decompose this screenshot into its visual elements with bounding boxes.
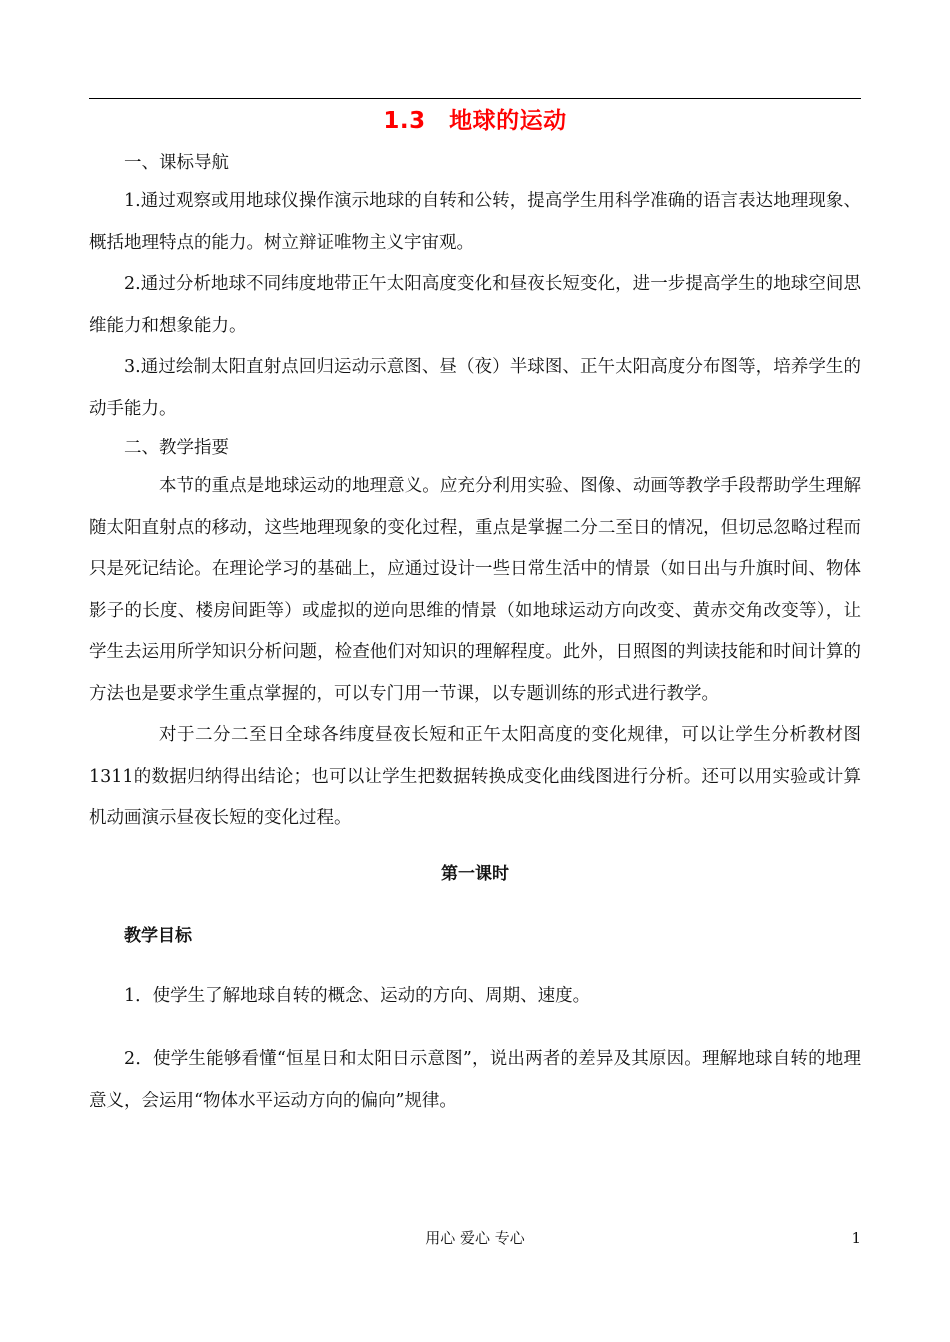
page-title: 1.3 地球的运动 [383, 108, 567, 134]
document-body [89, 145, 861, 1122]
teaching-guide-paragraph-2: 对于二分二至日全球各纬度昼夜长短和正午太阳高度的变化规律，可以让学生分析教材图1311的数据归纳得出结论；也可以让学生把数据转换成变化曲线图进行分析。还可以用实验或计算机动画演示昼夜长短的变化过程。 [89, 725, 861, 828]
objective-item-1: 1．使学生了解地球自转的概念、运动的方向、周期、速度。 [124, 985, 591, 1006]
objective-item-2: 2．使学生能够看懂“恒星日和太阳日示意图”，说出两者的差异及其原因。理解地球自转的地理意义，会运用“物体水平运动方向的偏向”规律。 [89, 1049, 861, 1111]
objectives-heading: 教学目标 [124, 925, 192, 946]
header-rule [89, 98, 861, 99]
curriculum-item-3: 3.通过绘制太阳直射点回归运动示意图、昼（夜）半球图、正午太阳高度分布图等，培养学生的动手能力。 [89, 357, 861, 419]
section-heading-teaching-guide: 二、教学指要 [124, 438, 229, 458]
page-number: 1 [851, 1229, 861, 1247]
curriculum-item-1: 1.通过观察或用地球仪操作演示地球的自转和公转，提高学生用科学准确的语言表达地理现象、概括地理特点的能力。树立辩证唯物主义宇宙观。 [89, 191, 861, 253]
teaching-guide-paragraph-1: 本节的重点是地球运动的地理意义。应充分利用实验、图像、动画等教学手段帮助学生理解随太阳直射点的移动，这些地理现象的变化过程，重点是掌握二分二至日的情况，但切忌忽略过程而只是死记结论。在理论学习的基础上，应通过设计一些日常生活中的情景（如日出与升旗时间、物体影子的长度、楼房间距等）或虚拟的逆向思维的情景（如地球运动方向改变、黄赤交角改变等），让学生去运用所学知识分析问题，检查他们对知识的理解程度。此外，日照图的判读技能和时间计算的方法也是要求学生重点掌握的，可以专门用一节课，以专题训练的形式进行教学。 [89, 476, 861, 704]
curriculum-item-2: 2.通过分析地球不同纬度地带正午太阳高度变化和昼夜长短变化，进一步提高学生的地球空间思维能力和想象能力。 [89, 274, 861, 336]
lesson-title: 第一课时 [441, 863, 509, 884]
section-heading-curriculum: 一、课标导航 [124, 153, 229, 173]
footer-slogan: 用心 爱心 专心 [425, 1229, 525, 1247]
